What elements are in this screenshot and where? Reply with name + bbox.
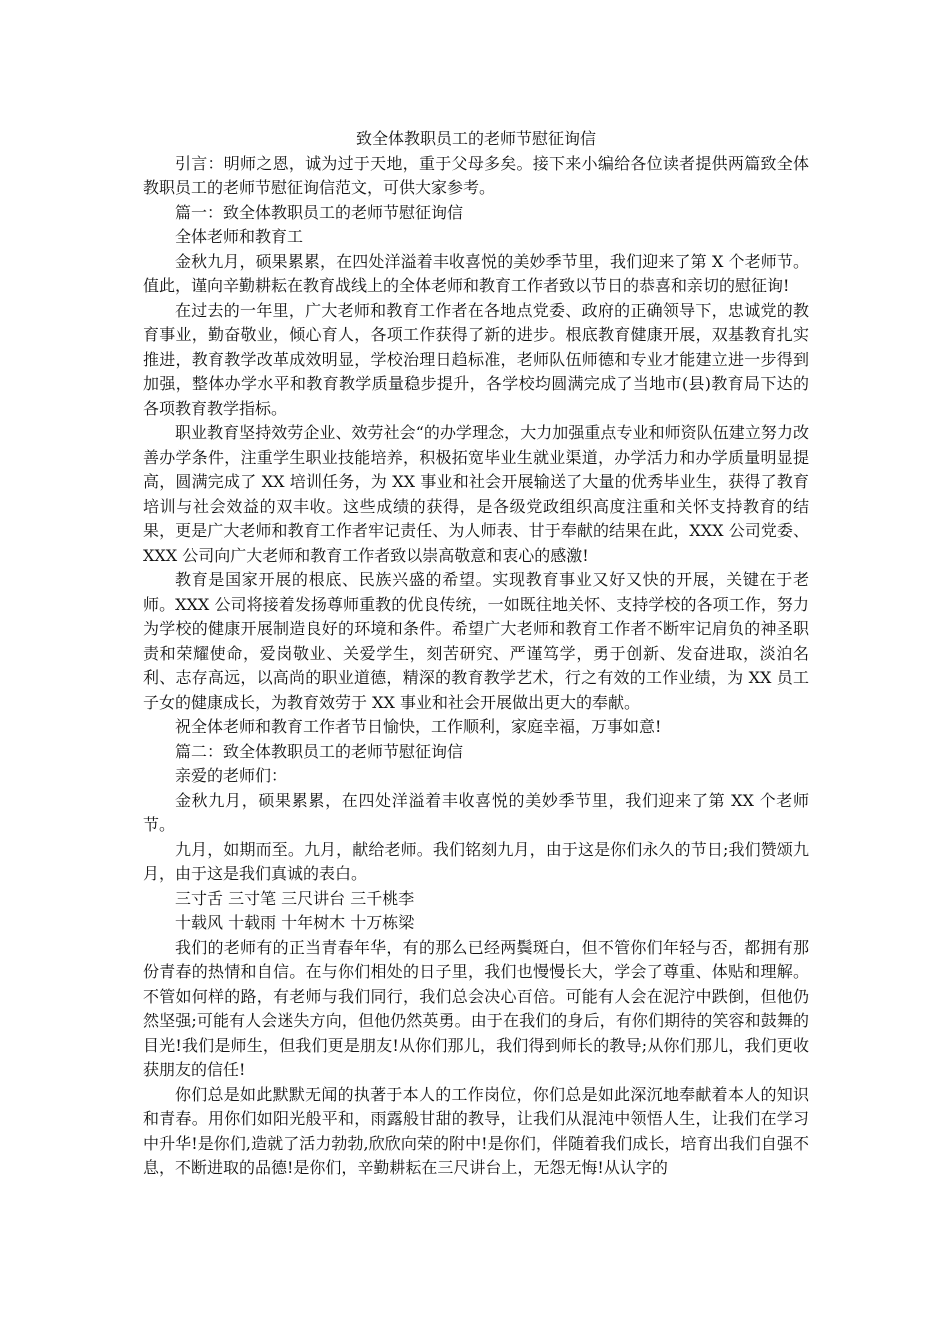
closing-wish: 祝全体老师和教育工作者节日愉快，工作顺利，家庭幸福，万事如意! [175, 717, 662, 736]
section-heading-2: 篇二：致全体教职员工的老师节慰征询信 [175, 741, 464, 761]
verse-line: 十载风 十载雨 十年树木 十万栋梁 [175, 913, 415, 932]
body-paragraph: 职业教育坚持效劳企业、效劳社会“的办学理念，大力加强重点专业和师资队伍建立努力改善办学条件，注重学生职业技能培养，积极拓宽毕业生就业渠道，办学活力和办学质量明显提高，圆满完成了 XX 培训任务，为 XX 事业和社会开展输送了大量的优秀毕业生，获得了教育培训与社会效益的双丰收。这些成绩的获得，是各级党政组织高度注重和关怀支持教育的结果，更是广大老师和教育工作者牢记责任、为人师表、甘于奉献的结果在此，XXX 公司党委、XXX 公司向广大老师和教育工作者致以崇高敬意和衷心的感激! [143, 423, 809, 565]
body-paragraph: 九月，如期而至。九月，献给老师。我们铭刻九月，由于这是你们永久的节日;我们赞颂九月，由于这是我们真诚的表白。 [143, 839, 809, 883]
body-paragraph: 我们的老师有的正当青春年华，有的那么已经两鬓斑白，但不管你们年轻与否，都拥有那份青春的热情和自信。在与你们相处的日子里，我们也慢慢长大，学会了尊重、体贴和理解。不管如何样的路，有老师与我们同行，我们总会决心百倍。可能有人会在泥泞中跌倒，但他仍然坚强;可能有人会迷失方向，但他仍然英勇。由于在我们的身后，有你们期待的笑容和鼓舞的目光!我们是师生，但我们更是朋友!从你们那儿，我们得到师长的教导;从你们那儿，我们更收获朋友的信任! [143, 937, 809, 1079]
salutation-2: 亲爱的老师们： [175, 766, 288, 785]
intro-paragraph: 引言：明师之恩，诚为过于天地，重于父母多矣。接下来小编给各位读者提供两篇致全体教职员工的老师节慰征询信范文，可供大家参考。 [143, 153, 809, 197]
body-paragraph: 教育是国家开展的根底、民族兴盛的希望。实现教育事业又好又快的开展，关键在于老师。XXX 公司将接着发扬尊师重教的优良传统，一如既往地关怀、支持学校的各项工作，努力为学校的健康开展制造良好的环境和条件。希望广大老师和教育工作者不断牢记肩负的神圣职责和荣耀使命，爱岗敬业、关爱学生，刻苦研究、严谨笃学，勇于创新、发奋进取，淡泊名利、志存高远，以高尚的职业道德，精深的教育教学艺术，行之有效的工作业绩，为 XX 员工子女的健康成长，为教育效劳于 XX 事业和社会开展做出更大的奉献。 [143, 570, 809, 712]
section-heading-1: 篇一：致全体教职员工的老师节慰征询信 [175, 202, 464, 222]
body-paragraph: 金秋九月，硕果累累，在四处洋溢着丰收喜悦的美妙季节里，我们迎来了第 X 个老师节。值此，谨向辛勤耕耘在教育战线上的全体老师和教育工作者致以节日的恭喜和亲切的慰征询! [143, 251, 809, 295]
document-title: 致全体教职员工的老师节慰征询信 [355, 129, 596, 148]
verse-line: 三寸舌 三寸笔 三尺讲台 三千桃李 [175, 888, 415, 908]
salutation-1: 全体老师和教育工 [175, 227, 304, 246]
body-paragraph: 金秋九月，硕果累累，在四处洋溢着丰收喜悦的美妙季节里，我们迎来了第 XX 个老师节。 [143, 790, 809, 834]
body-paragraph: 你们总是如此默默无闻的执著于本人的工作岗位，你们总是如此深沉地奉献着本人的知识和青春。用你们如阳光般平和，雨露般甘甜的教导，让我们从混沌中领悟人生，让我们在学习中升华!是你们,造就了活力勃勃,欣欣向荣的附中!是你们，伴随着我们成长，培育出我们自强不息，不断进取的品德!是你们，辛勤耕耘在三尺讲台上，无怨无悔!从认字的 [143, 1084, 809, 1177]
document-body [143, 127, 809, 1181]
body-paragraph: 在过去的一年里，广大老师和教育工作者在各地点党委、政府的正确领导下，忠诚党的教育事业，勤奋敬业，倾心育人，各项工作获得了新的进步。根底教育健康开展，双基教育扎实推进，教育教学改革成效明显，学校治理日趋标准，老师队伍师德和专业才能建立进一步得到加强，整体办学水平和教育教学质量稳步提升，各学校均圆满完成了当地市(县)教育局下达的各项教育教学指标。 [143, 300, 809, 418]
